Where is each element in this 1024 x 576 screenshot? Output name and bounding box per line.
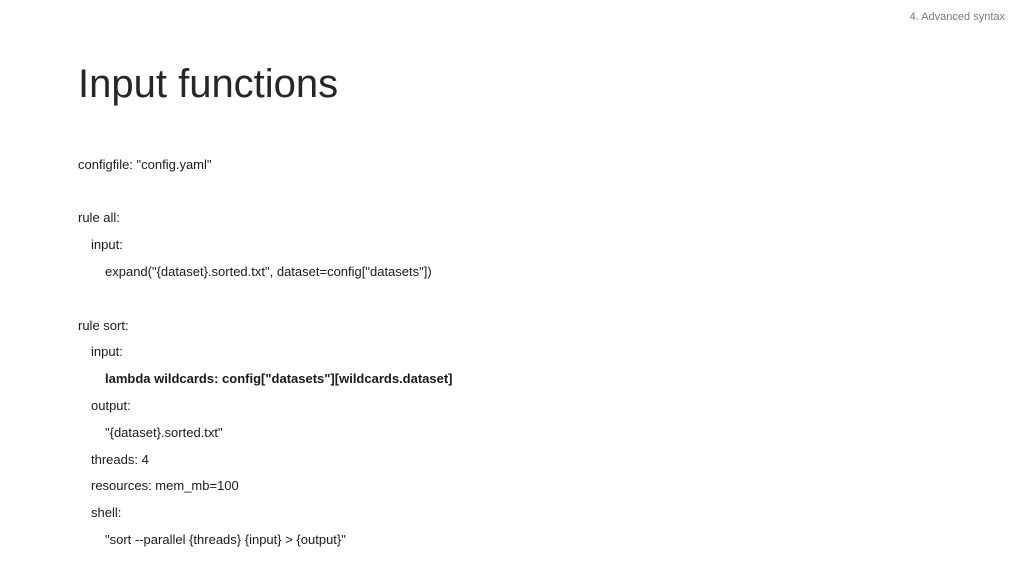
code-line-configfile: configfile: "config.yaml" <box>78 157 212 172</box>
code-line-output: output: <box>91 398 131 413</box>
code-line-rule-sort: rule sort: <box>78 318 129 333</box>
code-line-rule-all: rule all: <box>78 210 120 225</box>
code-line-threads: threads: 4 <box>91 452 149 467</box>
code-line-shell: shell: <box>91 505 122 520</box>
code-line-shell-command: "sort --parallel {threads} {input} > {output}" <box>105 532 346 547</box>
code-line-lambda-highlight: lambda wildcards: config["datasets"][wildcards.dataset] <box>105 371 453 386</box>
code-line-resources: resources: mem_mb=100 <box>91 478 239 493</box>
code-line-input: input: <box>91 344 123 359</box>
slide-title: Input functions <box>78 62 339 106</box>
section-label: 4. Advanced syntax <box>909 11 1005 23</box>
code-line-output-value: "{dataset}.sorted.txt" <box>105 425 223 440</box>
code-line-expand: expand("{dataset}.sorted.txt", dataset=config["datasets"]) <box>105 264 432 279</box>
code-line-input: input: <box>91 237 123 252</box>
